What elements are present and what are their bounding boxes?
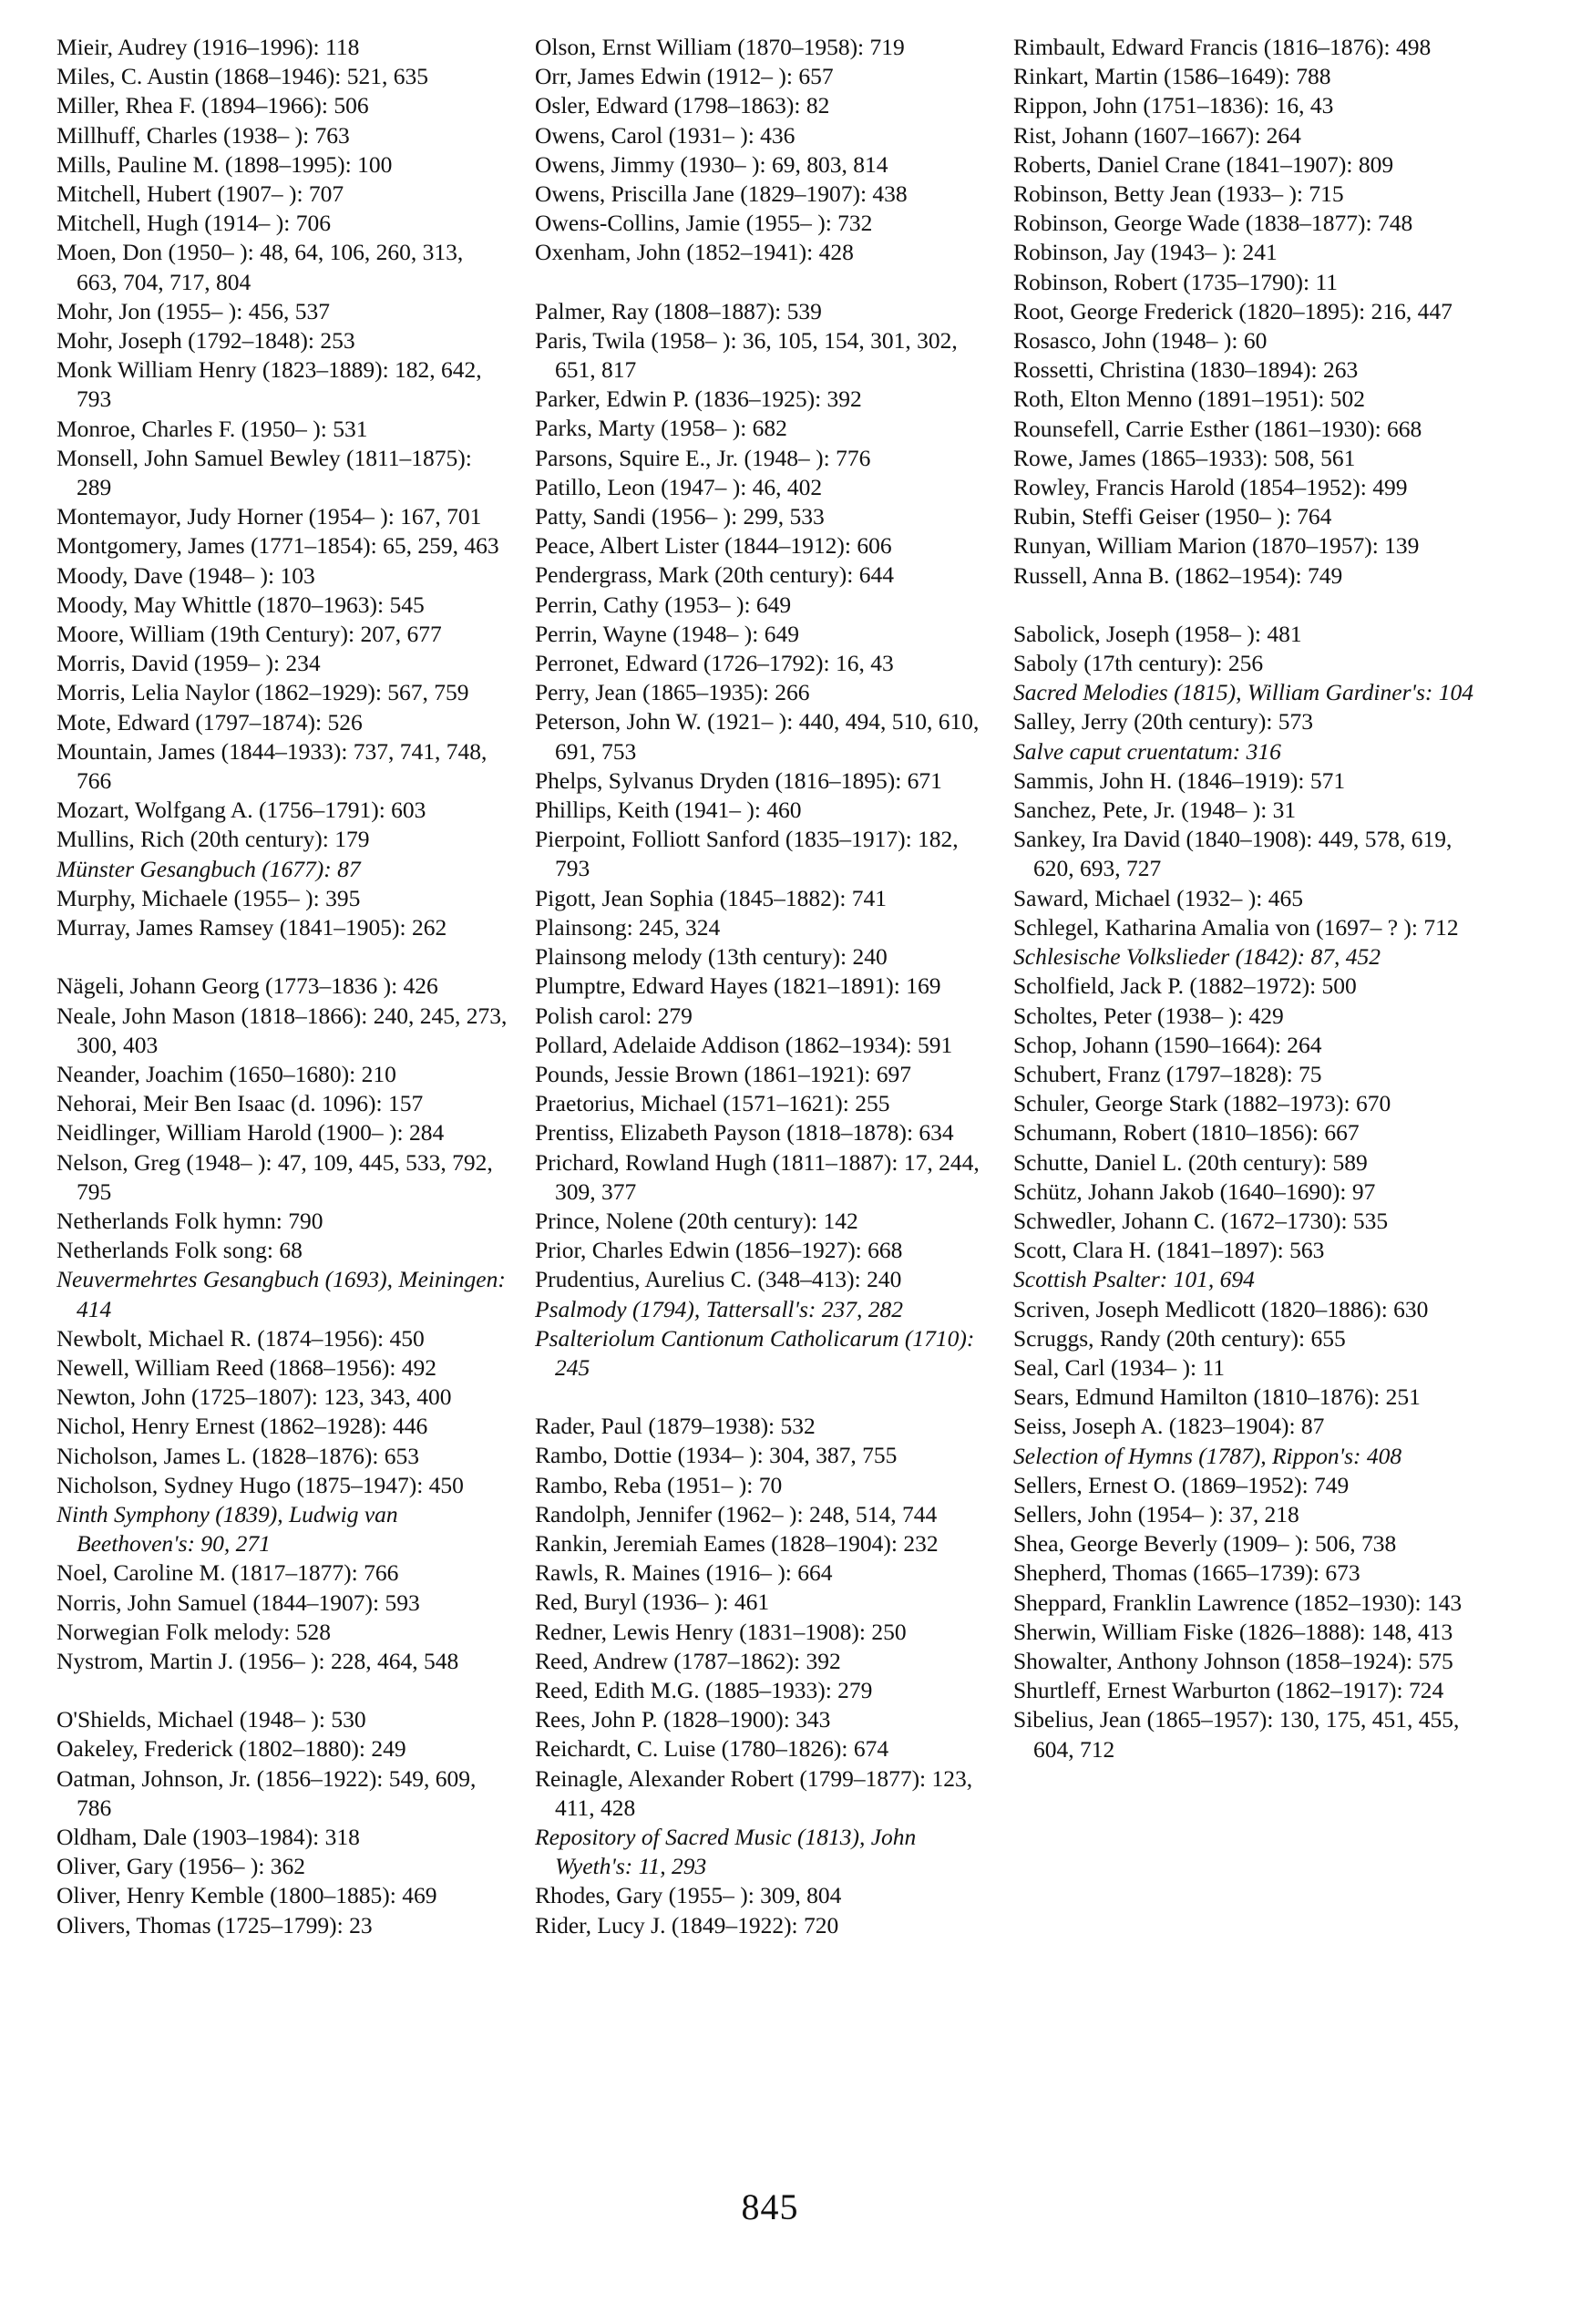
index-entry: Randolph, Jennifer (1962– ): 248, 514, 744 <box>535 1500 938 1527</box>
index-entry: Sherwin, William Fiske (1826–1888): 148, 413 <box>1013 1618 1453 1645</box>
index-entry: Owens, Priscilla Jane (1829–1907): 438 <box>535 180 908 208</box>
index-entry: Schwedler, Johann C. (1672–1730): 535 <box>1013 1207 1389 1234</box>
index-entry: Nichol, Henry Ernest (1862–1928): 446 <box>56 1413 428 1440</box>
index-entry: Oliver, Gary (1956– ): 362 <box>56 1853 306 1880</box>
index-entry: Schuler, George Stark (1882–1973): 670 <box>1013 1090 1391 1117</box>
letter-section-gap <box>56 1676 508 1705</box>
index-entry: Seiss, Joseph A. (1823–1904): 87 <box>1013 1413 1325 1440</box>
index-entry: Sanchez, Pete, Jr. (1948– ): 31 <box>1013 797 1297 824</box>
letter-section-gap <box>535 1383 986 1412</box>
index-entry: Rees, John P. (1828–1900): 343 <box>535 1706 831 1733</box>
index-entry: Olson, Ernst William (1870–1958): 719 <box>535 34 905 60</box>
index-entry: Münster Gesangbuch (1677): 87 <box>56 855 361 882</box>
index-entry: Norris, John Samuel (1844–1907): 593 <box>56 1589 420 1616</box>
index-entry: Mills, Pauline M. (1898–1995): 100 <box>56 150 393 178</box>
index-entry: Morris, Lelia Naylor (1862–1929): 567, 759 <box>56 679 469 706</box>
index-entry: Mitchell, Hubert (1907– ): 707 <box>56 180 344 208</box>
index-entry: Nystrom, Martin J. (1956– ): 228, 464, 548 <box>56 1647 459 1674</box>
index-entry: Neidlinger, William Harold (1900– ): 284 <box>56 1119 445 1147</box>
index-entry: Netherlands Folk hymn: 790 <box>56 1207 323 1234</box>
index-entry: Palmer, Ray (1808–1887): 539 <box>535 297 822 324</box>
page-number: 845 <box>741 2186 799 2227</box>
index-column-3 <box>1013 33 1487 1764</box>
index-entry: Robinson, Robert (1735–1790): 11 <box>1013 268 1339 295</box>
index-entry: Mitchell, Hugh (1914– ): 706 <box>56 210 332 237</box>
index-entry: Nehorai, Meir Ben Isaac (d. 1096): 157 <box>56 1090 424 1117</box>
index-entry: Perronet, Edward (1726–1792): 16, 43 <box>535 650 894 677</box>
index-entry: Parks, Marty (1958– ): 682 <box>535 415 787 442</box>
index-entry: Red, Buryl (1936– ): 461 <box>535 1589 770 1616</box>
index-entry: Mohr, Joseph (1792–1848): 253 <box>56 327 355 355</box>
index-entry: Prichard, Rowland Hugh (1811–1887): 17, 244, 309, 377 <box>535 1148 980 1205</box>
index-entry: Russell, Anna B. (1862–1954): 749 <box>1013 561 1343 589</box>
index-entry: Prince, Nolene (20th century): 142 <box>535 1207 858 1234</box>
index-entry: Oliver, Henry Kemble (1800–1885): 469 <box>56 1882 437 1909</box>
index-entry: Neander, Joachim (1650–1680): 210 <box>56 1060 396 1087</box>
index-entry: Psalteriolum Cantionum Catholicarum (1710): 245 <box>535 1324 975 1381</box>
index-entry: Scholfield, Jack P. (1882–1972): 500 <box>1013 972 1357 1000</box>
index-entry: Showalter, Anthony Johnson (1858–1924): 575 <box>1013 1647 1453 1674</box>
index-entry: Plumptre, Edward Hayes (1821–1891): 169 <box>535 972 941 1000</box>
index-entry: Schop, Johann (1590–1664): 264 <box>1013 1031 1322 1058</box>
index-entry: Olivers, Thomas (1725–1799): 23 <box>56 1911 373 1938</box>
index-entry: Sears, Edmund Hamilton (1810–1876): 251 <box>1013 1383 1421 1411</box>
index-entry: Pendergrass, Mark (20th century): 644 <box>535 561 894 589</box>
index-entry: Murray, James Ramsey (1841–1905): 262 <box>56 914 447 941</box>
index-entry: Newton, John (1725–1807): 123, 343, 400 <box>56 1383 452 1411</box>
index-entry: Moore, William (19th Century): 207, 677 <box>56 621 442 648</box>
index-entry: Rader, Paul (1879–1938): 532 <box>535 1413 816 1440</box>
index-entry: Prudentius, Aurelius C. (348–413): 240 <box>535 1266 902 1293</box>
index-entry: Prentiss, Elizabeth Payson (1818–1878): 634 <box>535 1119 954 1147</box>
index-entry: Rowe, James (1865–1933): 508, 561 <box>1013 444 1356 471</box>
index-entry: Seal, Carl (1934– ): 11 <box>1013 1353 1226 1381</box>
index-entry: Saward, Michael (1932– ): 465 <box>1013 884 1303 911</box>
index-entry: Scriven, Joseph Medlicott (1820–1886): 630 <box>1013 1295 1429 1322</box>
index-entry: Mieir, Audrey (1916–1996): 118 <box>56 34 360 60</box>
index-entry: Montemayor, Judy Horner (1954– ): 167, 701 <box>56 503 482 530</box>
index-entry: Morris, David (1959– ): 234 <box>56 650 321 677</box>
index-entry: Neale, John Mason (1818–1866): 240, 245, 273, 300, 403 <box>56 1002 508 1058</box>
index-entry: Perrin, Cathy (1953– ): 649 <box>535 591 792 618</box>
index-entry: Phillips, Keith (1941– ): 460 <box>535 797 802 824</box>
index-entry: Rinkart, Martin (1586–1649): 788 <box>1013 63 1331 90</box>
index-entry: Rider, Lucy J. (1849–1922): 720 <box>535 1911 839 1938</box>
index-entry: Reed, Edith M.G. (1885–1933): 279 <box>535 1676 873 1703</box>
index-entry: Pierpoint, Folliott Sanford (1835–1917): 182, 793 <box>535 826 959 882</box>
index-entry: Rubin, Steffi Geiser (1950– ): 764 <box>1013 503 1332 530</box>
index-entry: Schumann, Robert (1810–1856): 667 <box>1013 1119 1360 1147</box>
index-entry: Owens, Carol (1931– ): 436 <box>535 121 796 149</box>
index-entry: Polish carol: 279 <box>535 1002 693 1029</box>
index-entry: Schubert, Franz (1797–1828): 75 <box>1013 1060 1322 1087</box>
index-entry: Root, George Frederick (1820–1895): 216, 447 <box>1013 297 1453 324</box>
index-entry: Repository of Sacred Music (1813), John Wyeth's: 11, 293 <box>535 1823 917 1880</box>
index-entry: Phelps, Sylvanus Dryden (1816–1895): 671 <box>535 766 942 794</box>
index-entry: O'Shields, Michael (1948– ): 530 <box>56 1706 366 1733</box>
index-entry: Pounds, Jessie Brown (1861–1921): 697 <box>535 1060 911 1087</box>
index-entry: Oldham, Dale (1903–1984): 318 <box>56 1823 360 1850</box>
index-entry: Orr, James Edwin (1912– ): 657 <box>535 63 834 90</box>
index-entry: Noel, Caroline M. (1817–1877): 766 <box>56 1559 399 1587</box>
index-entry: Salley, Jerry (20th century): 573 <box>1013 708 1314 735</box>
index-entry: Perry, Jean (1865–1935): 266 <box>535 679 810 706</box>
index-entry: Sellers, John (1954– ): 37, 218 <box>1013 1500 1299 1527</box>
index-entry: Owens, Jimmy (1930– ): 69, 803, 814 <box>535 150 888 178</box>
index-entry: Sacred Melodies (1815), William Gardiner's: 104 <box>1013 679 1473 706</box>
index-entry: Redner, Lewis Henry (1831–1908): 250 <box>535 1618 907 1645</box>
index-entry: Mountain, James (1844–1933): 737, 741, 748, 766 <box>56 737 488 795</box>
index-entry: Neuvermehrtes Gesangbuch (1693), Meiningen: 414 <box>56 1266 506 1322</box>
index-entry: Oatman, Johnson, Jr. (1856–1922): 549, 609, 786 <box>56 1764 477 1821</box>
index-entry: Ninth Symphony (1839), Ludwig van Beethoven's: 90, 271 <box>56 1500 398 1558</box>
index-entry: Netherlands Folk song: 68 <box>56 1237 303 1264</box>
index-entry: Sammis, John H. (1846–1919): 571 <box>1013 766 1346 794</box>
index-entry: Rambo, Reba (1951– ): 70 <box>535 1471 783 1498</box>
index-entry: Parsons, Squire E., Jr. (1948– ): 776 <box>535 444 871 471</box>
letter-section-gap <box>56 942 508 972</box>
index-entry: Schütz, Johann Jakob (1640–1690): 97 <box>1013 1177 1376 1205</box>
index-entry: Rosasco, John (1948– ): 60 <box>1013 327 1268 355</box>
index-entry: Rowley, Francis Harold (1854–1952): 499 <box>1013 474 1408 501</box>
index-entry: Prior, Charles Edwin (1856–1927): 668 <box>535 1237 903 1264</box>
index-entry: Schlesische Volkslieder (1842): 87, 452 <box>1013 943 1381 971</box>
index-entry: Parker, Edwin P. (1836–1925): 392 <box>535 386 862 413</box>
index-entry: Psalmody (1794), Tattersall's: 237, 282 <box>535 1295 904 1322</box>
index-entry: Scott, Clara H. (1841–1897): 563 <box>1013 1237 1325 1264</box>
index-entry: Reichardt, C. Luise (1780–1826): 674 <box>535 1735 889 1763</box>
index-entry: Newbolt, Michael R. (1874–1956): 450 <box>56 1324 425 1352</box>
index-entry: Mullins, Rich (20th century): 179 <box>56 826 370 853</box>
index-entry: Reinagle, Alexander Robert (1799–1877): 123, 411, 428 <box>535 1764 973 1821</box>
index-entry: Rambo, Dottie (1934– ): 304, 387, 755 <box>535 1442 898 1469</box>
index-entry: Plainsong: 245, 324 <box>535 913 721 941</box>
index-entry: Owens-Collins, Jamie (1955– ): 732 <box>535 210 873 237</box>
index-entry: Rounsefell, Carrie Esther (1861–1930): 668 <box>1013 415 1422 442</box>
index-entry: Plainsong melody (13th century): 240 <box>535 943 888 971</box>
index-entry: Moody, Dave (1948– ): 103 <box>56 561 315 589</box>
index-entry: Patillo, Leon (1947– ): 46, 402 <box>535 473 823 500</box>
index-entry: Pigott, Jean Sophia (1845–1882): 741 <box>535 884 888 911</box>
index-column-1 <box>56 33 508 1940</box>
index-entry: Shepherd, Thomas (1665–1739): 673 <box>1013 1559 1360 1587</box>
index-entry: Murphy, Michaele (1955– ): 395 <box>56 884 361 911</box>
index-entry: Peterson, John W. (1921– ): 440, 494, 510, 610, 691, 753 <box>535 708 980 765</box>
index-entry: Runyan, William Marion (1870–1957): 139 <box>1013 532 1420 560</box>
index-entry: Shea, George Beverly (1909– ): 506, 738 <box>1013 1530 1397 1558</box>
index-entry: Oakeley, Frederick (1802–1880): 249 <box>56 1735 406 1763</box>
index-entry: Sheppard, Franklin Lawrence (1852–1930): 143 <box>1013 1589 1463 1616</box>
index-entry: Praetorius, Michael (1571–1621): 255 <box>535 1090 890 1117</box>
index-entry: Saboly (17th century): 256 <box>1013 650 1264 677</box>
index-entry: Paris, Twila (1958– ): 36, 105, 154, 301, 302, 651, 817 <box>535 326 958 384</box>
index-entry: Sellers, Ernest O. (1869–1952): 749 <box>1013 1471 1350 1498</box>
index-entry: Rankin, Jeremiah Eames (1828–1904): 232 <box>535 1529 939 1557</box>
index-entry: Patty, Sandi (1956– ): 299, 533 <box>535 503 825 530</box>
index-entry: Scruggs, Randy (20th century): 655 <box>1013 1324 1346 1352</box>
index-entry: Oxenham, John (1852–1941): 428 <box>535 239 854 266</box>
index-entry: Moen, Don (1950– ): 48, 64, 106, 260, 313, 663, 704, 717, 804 <box>56 239 464 295</box>
index-entry: Roberts, Daniel Crane (1841–1907): 809 <box>1013 150 1394 178</box>
index-entry: Monroe, Charles F. (1950– ): 531 <box>56 415 368 442</box>
index-entry: Montgomery, James (1771–1854): 65, 259, 463 <box>56 532 499 560</box>
index-entry: Sabolick, Joseph (1958– ): 481 <box>1013 620 1302 647</box>
letter-section-gap <box>1013 591 1487 620</box>
index-entry: Rawls, R. Maines (1916– ): 664 <box>535 1559 833 1587</box>
index-entry: Selection of Hymns (1787), Rippon's: 408 <box>1013 1442 1402 1469</box>
index-entry: Monsell, John Samuel Bewley (1811–1875): 289 <box>56 444 472 501</box>
index-entry: Perrin, Wayne (1948– ): 649 <box>535 620 799 647</box>
index-entry: Pollard, Adelaide Addison (1862–1934): 591 <box>535 1031 953 1058</box>
index-entry: Norwegian Folk melody: 528 <box>56 1618 332 1645</box>
index-column-2 <box>535 33 986 1940</box>
index-entry: Scholtes, Peter (1938– ): 429 <box>1013 1002 1284 1029</box>
index-entry: Sankey, Ira David (1840–1908): 449, 578, 619, 620, 693, 727 <box>1013 826 1453 882</box>
index-entry: Peace, Albert Lister (1844–1912): 606 <box>535 532 892 560</box>
index-entry: Nelson, Greg (1948– ): 47, 109, 445, 533, 792, 795 <box>56 1148 493 1205</box>
index-entry: Schlegel, Katharina Amalia von (1697– ? ): 712 <box>1013 913 1459 941</box>
index-entry: Newell, William Reed (1868–1956): 492 <box>56 1353 437 1381</box>
index-entry: Schutte, Daniel L. (20th century): 589 <box>1013 1148 1368 1176</box>
index-entry: Sibelius, Jean (1865–1957): 130, 175, 451, 455, 604, 712 <box>1013 1706 1460 1763</box>
index-entry: Nicholson, Sydney Hugo (1875–1947): 450 <box>56 1471 464 1498</box>
index-entry: Mozart, Wolfgang A. (1756–1791): 603 <box>56 797 426 824</box>
index-entry: Scottish Psalter: 101, 694 <box>1013 1266 1255 1293</box>
index-entry: Roth, Elton Menno (1891–1951): 502 <box>1013 386 1366 413</box>
index-entry: Reed, Andrew (1787–1862): 392 <box>535 1647 841 1674</box>
index-entry: Shurtleff, Ernest Warburton (1862–1917): 724 <box>1013 1677 1444 1704</box>
index-entry: Rossetti, Christina (1830–1894): 263 <box>1013 356 1359 384</box>
letter-section-gap <box>535 268 986 297</box>
index-entry: Robinson, Jay (1943– ): 241 <box>1013 239 1278 266</box>
index-entry: Millhuff, Charles (1938– ): 763 <box>56 121 350 149</box>
index-entry: Nicholson, James L. (1828–1876): 653 <box>56 1442 420 1469</box>
index-entry: Rist, Johann (1607–1667): 264 <box>1013 121 1301 149</box>
index-entry: Nägeli, Johann Georg (1773–1836 ): 426 <box>56 972 438 1000</box>
index-entry: Monk William Henry (1823–1889): 182, 642, 793 <box>56 356 482 413</box>
index-entry: Moody, May Whittle (1870–1963): 545 <box>56 591 425 618</box>
index-entry: Osler, Edward (1798–1863): 82 <box>535 92 830 119</box>
index-entry: Mote, Edward (1797–1874): 526 <box>56 708 363 735</box>
index-entry: Miles, C. Austin (1868–1946): 521, 635 <box>56 63 429 90</box>
index-entry: Rhodes, Gary (1955– ): 309, 804 <box>535 1882 842 1909</box>
index-entry: Mohr, Jon (1955– ): 456, 537 <box>56 297 331 324</box>
index-entry: Robinson, George Wade (1838–1877): 748 <box>1013 210 1413 237</box>
index-entry: Rimbault, Edward Francis (1816–1876): 498 <box>1013 34 1432 60</box>
index-entry: Salve caput cruentatum: 316 <box>1013 737 1281 765</box>
index-entry: Rippon, John (1751–1836): 16, 43 <box>1013 92 1334 119</box>
index-entry: Miller, Rhea F. (1894–1966): 506 <box>56 92 369 119</box>
index-entry: Robinson, Betty Jean (1933– ): 715 <box>1013 180 1344 208</box>
